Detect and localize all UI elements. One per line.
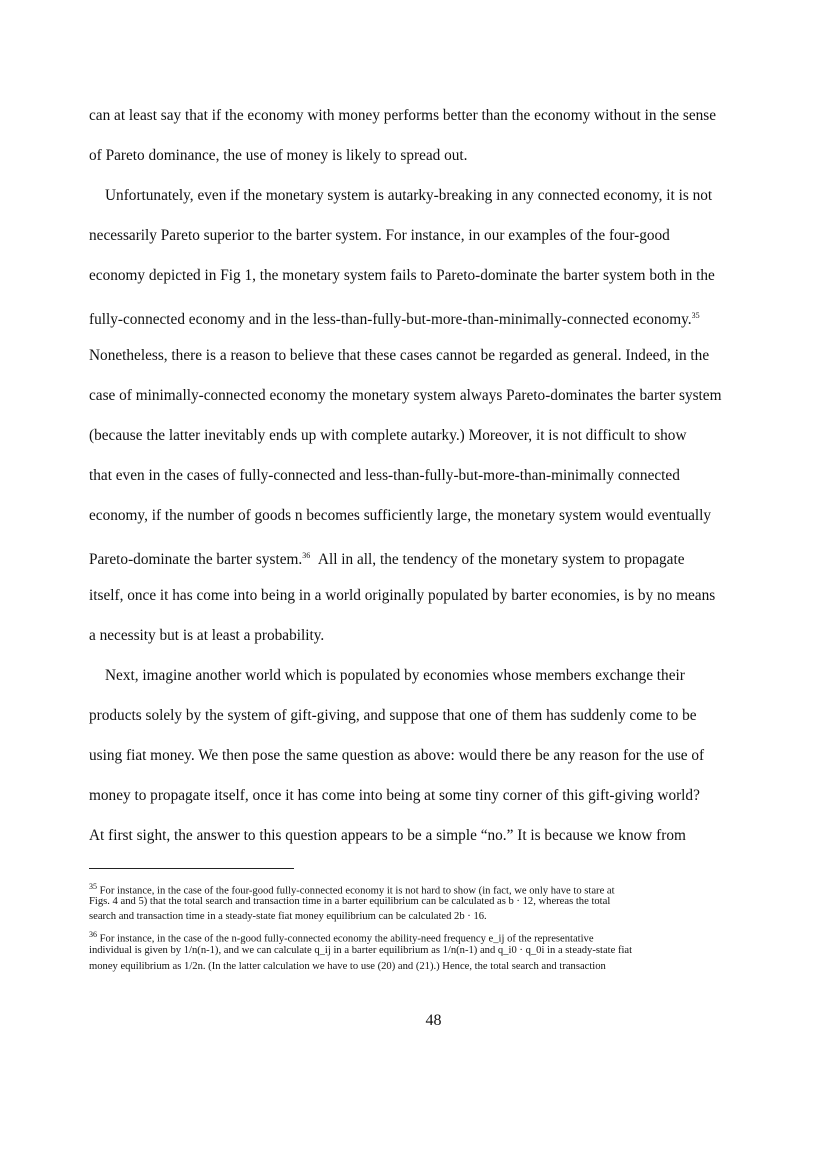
body-line-text: All in all, the tendency of the monetary system to propagate [317, 551, 685, 569]
footnote-text: For instance, in the case of the four-good fully-connected economy it is not hard to show (in fact, we only have to stare at [99, 885, 615, 897]
footnote-label-36: 36 [89, 930, 97, 939]
body-line: of Pareto dominance, the use of money is likely to spread out. [89, 147, 468, 164]
body-line: case of minimally-connected economy the monetary system always Pareto-dominates the barter system [89, 387, 722, 404]
footnote-label-35: 35 [89, 882, 97, 891]
body-line: Nonetheless, there is a reason to believe that these cases cannot be regarded as general. Indeed, in the [89, 347, 710, 364]
body-line: can at least say that if the economy with money performs better than the economy without in the sense [89, 107, 716, 124]
footnote-separator [89, 868, 294, 869]
body-line-text: fully-connected economy and in the less-than-fully-but-more-than-minimally-connected economy. [89, 311, 692, 329]
footnote-line: Figs. 4 and 5) that the total search and transaction time in a barter equilibrium can be calculated as b · 12, whereas the total [89, 896, 611, 907]
footnote-line: search and transaction time in a steady-state fiat money equilibrium can be calculated 2b · 16. [89, 911, 487, 922]
footnote-text: For instance, in the case of the n-good fully-connected economy the ability-need frequency e_ij of the representative [99, 933, 594, 945]
footnote-mark-35[interactable]: 35 [691, 311, 700, 320]
body-line: that even in the cases of fully-connected and less-than-fully-but-more-than-minimally connected [89, 467, 680, 484]
body-line-with-footnote [89, 306, 700, 330]
body-line-with-footnote [89, 546, 685, 570]
body-line: itself, once it has come into being in a world originally populated by barter economies, is by no means [89, 587, 716, 604]
body-line: a necessity but is at least a probability. [89, 627, 325, 644]
body-line: using fiat money. We then pose the same question as above: would there be any reason for the use of [89, 747, 705, 764]
footnote-mark-36[interactable]: 36 [302, 551, 311, 560]
body-line: economy, if the number of goods n becomes sufficiently large, the monetary system would eventually [89, 507, 712, 524]
page-number: 48 [425, 1012, 442, 1029]
body-line-text: Pareto-dominate the barter system. [89, 551, 303, 569]
body-line: Unfortunately, even if the monetary system is autarky-breaking in any connected economy, it is not [105, 187, 713, 204]
body-line: (because the latter inevitably ends up with complete autarky.) Moreover, it is not difficult to show [89, 427, 687, 444]
footnote-line: money equilibrium as 1/2n. (In the latter calculation we have to use (20) and (21).) Hence, the total search and transaction [89, 961, 606, 972]
body-line: products solely by the system of gift-giving, and suppose that one of them has suddenly come to be [89, 707, 697, 724]
footnote-line: individual is given by 1/n(n-1), and we can calculate q_ij in a barter equilibrium as 1/n(n-1) and q_i0 · q_0i in a steady-state fiat [89, 945, 633, 956]
body-line: Next, imagine another world which is populated by economies whose members exchange their [105, 667, 685, 684]
body-line: money to propagate itself, once it has come into being at some tiny corner of this gift-giving world? [89, 787, 700, 804]
body-line: necessarily Pareto superior to the barter system. For instance, in our examples of the four-good [89, 227, 670, 244]
body-line: economy depicted in Fig 1, the monetary system fails to Pareto-dominate the barter system both in the [89, 267, 715, 284]
body-line: At first sight, the answer to this question appears to be a simple “no.” It is because we know from [89, 827, 686, 844]
